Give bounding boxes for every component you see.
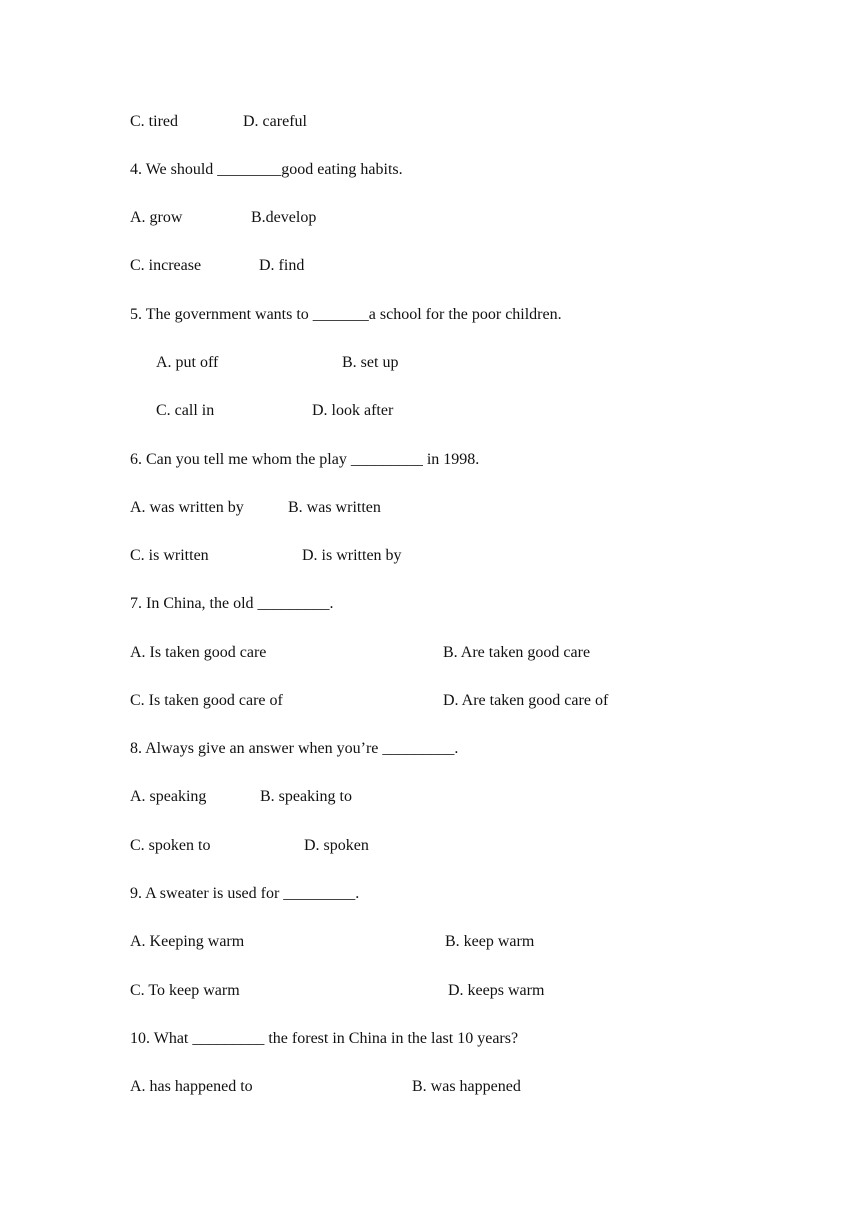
q4-option-a: A. grow xyxy=(130,209,183,226)
q4-option-c: C. increase xyxy=(130,257,202,274)
question-10: 10. What _________ the forest in China in the last 10 years? xyxy=(130,1030,519,1047)
q6-option-c: C. is written xyxy=(130,547,209,564)
question-8: 8. Always give an answer when you’re _________. xyxy=(130,740,459,757)
q7-option-c: C. Is taken good care of xyxy=(130,692,283,709)
question-5: 5. The government wants to _______a school for the poor children. xyxy=(130,306,562,323)
q4-option-d: D. find xyxy=(259,257,305,274)
question-9: 9. A sweater is used for _________. xyxy=(130,885,360,902)
q8-option-b: B. speaking to xyxy=(260,788,352,805)
q6-option-b: B. was written xyxy=(288,499,381,516)
q3-option-c: C. tired xyxy=(130,113,178,130)
q5-option-b: B. set up xyxy=(342,354,399,371)
q3-option-d: D. careful xyxy=(243,113,307,130)
q8-option-c: C. spoken to xyxy=(130,837,211,854)
q5-option-c: C. call in xyxy=(156,402,215,419)
q9-option-b: B. keep warm xyxy=(445,933,535,950)
q7-option-b: B. Are taken good care xyxy=(443,644,591,661)
q6-option-d: D. is written by xyxy=(302,547,402,564)
q4-option-b: B.develop xyxy=(251,209,317,226)
q5-option-a: A. put off xyxy=(156,354,219,371)
q7-option-d: D. Are taken good care of xyxy=(443,692,609,709)
q9-option-a: A. Keeping warm xyxy=(130,933,245,950)
q9-option-c: C. To keep warm xyxy=(130,982,240,999)
q5-option-d: D. look after xyxy=(312,402,394,419)
q10-option-b: B. was happened xyxy=(412,1078,521,1095)
question-7: 7. In China, the old _________. xyxy=(130,595,334,612)
question-6: 6. Can you tell me whom the play _________ in 1998. xyxy=(130,451,480,468)
q7-option-a: A. Is taken good care xyxy=(130,644,267,661)
question-4: 4. We should ________good eating habits. xyxy=(130,161,403,178)
q10-option-a: A. has happened to xyxy=(130,1078,253,1095)
q9-option-d: D. keeps warm xyxy=(448,982,545,999)
q6-option-a: A. was written by xyxy=(130,499,244,516)
q8-option-d: D. spoken xyxy=(304,837,369,854)
q8-option-a: A. speaking xyxy=(130,788,207,805)
